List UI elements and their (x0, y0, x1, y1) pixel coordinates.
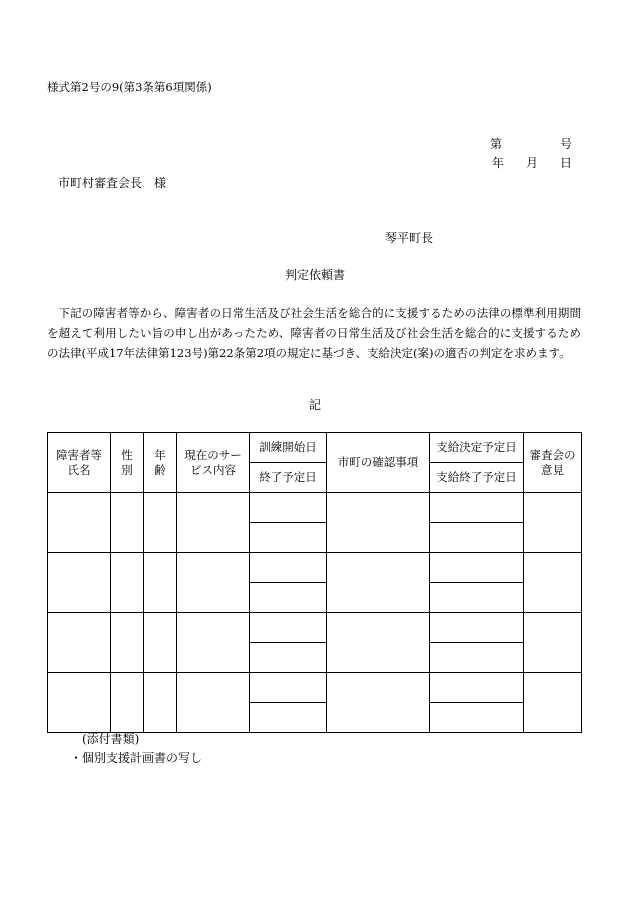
attachment-item: ・個別支援計画書の写し (70, 751, 203, 765)
cell-end-planned[interactable] (250, 703, 327, 733)
date-year: 年 (491, 156, 504, 170)
sender: 琴平町長 (385, 231, 434, 245)
cell-confirm[interactable] (327, 673, 430, 733)
addressee: 市町村審査会長 様 (58, 176, 167, 190)
header-confirm: 市町の確認事項 (327, 433, 430, 493)
document-title: 判定依頼書 (284, 268, 345, 282)
cell-supply-decision[interactable] (430, 673, 524, 703)
request-body: 下記の障害者等から、障害者の日常生活及び社会生活を総合的に支援するための法律の標準利用期間を超えて利用したい旨の申し出があったため、障害者の日常生活及び社会生活を総合的に支援するための法律(平成17年法律第123号)第22条第2項の規定に基づき、支給決定(案)の適否の判定を求めます。 (47, 306, 581, 360)
cell-sex[interactable] (111, 613, 144, 673)
header-training-start: 訓練開始日 (250, 433, 327, 463)
cell-confirm[interactable] (327, 613, 430, 673)
cell-sex[interactable] (111, 673, 144, 733)
cell-sex[interactable] (111, 553, 144, 613)
header-opinion: 審査会の 意見 (524, 433, 582, 493)
cell-service[interactable] (177, 673, 250, 733)
cell-end-planned[interactable] (250, 523, 327, 553)
cell-confirm[interactable] (327, 553, 430, 613)
document-date (492, 157, 572, 169)
cell-training-start[interactable] (250, 673, 327, 703)
header-age: 年 齢 (144, 433, 177, 493)
cell-supply-decision[interactable] (430, 493, 524, 523)
table-row (48, 613, 582, 643)
cell-age[interactable] (144, 553, 177, 613)
table-row (48, 673, 582, 703)
cell-opinion[interactable] (524, 553, 582, 613)
cell-age[interactable] (144, 673, 177, 733)
cell-training-start[interactable] (250, 613, 327, 643)
header-service: 現在のサー ビス内容 (177, 433, 250, 493)
request-table (47, 432, 582, 733)
header-supply-end: 支給終了予定日 (430, 463, 524, 493)
cell-name[interactable] (48, 493, 111, 553)
number-prefix: 第 (489, 137, 502, 151)
table-header-row (48, 433, 582, 463)
cell-service[interactable] (177, 613, 250, 673)
cell-name[interactable] (48, 613, 111, 673)
attachments-heading: (添付書類) (82, 732, 140, 746)
header-name: 障害者等 氏名 (48, 433, 111, 493)
document-number (490, 138, 572, 150)
cell-training-start[interactable] (250, 553, 327, 583)
ki-heading: 記 (308, 398, 321, 412)
header-sex: 性 別 (111, 433, 144, 493)
form-id: 様式第2号の9(第3条第6項関係) (47, 80, 212, 94)
cell-service[interactable] (177, 493, 250, 553)
header-supply-decision: 支給決定予定日 (430, 433, 524, 463)
cell-supply-end[interactable] (430, 643, 524, 673)
cell-age[interactable] (144, 613, 177, 673)
table-row (48, 493, 582, 523)
cell-supply-decision[interactable] (430, 553, 524, 583)
cell-confirm[interactable] (327, 493, 430, 553)
cell-age[interactable] (144, 493, 177, 553)
cell-opinion[interactable] (524, 613, 582, 673)
cell-supply-end[interactable] (430, 583, 524, 613)
number-suffix: 号 (559, 137, 572, 151)
cell-name[interactable] (48, 553, 111, 613)
cell-training-start[interactable] (250, 493, 327, 523)
header-end-planned: 終了予定日 (250, 463, 327, 493)
cell-name[interactable] (48, 673, 111, 733)
cell-supply-end[interactable] (430, 703, 524, 733)
cell-sex[interactable] (111, 493, 144, 553)
cell-supply-end[interactable] (430, 523, 524, 553)
date-day: 日 (559, 156, 572, 170)
table-row (48, 553, 582, 583)
cell-end-planned[interactable] (250, 643, 327, 673)
cell-end-planned[interactable] (250, 583, 327, 613)
cell-opinion[interactable] (524, 493, 582, 553)
date-month: 月 (525, 156, 538, 170)
cell-supply-decision[interactable] (430, 613, 524, 643)
cell-service[interactable] (177, 553, 250, 613)
cell-opinion[interactable] (524, 673, 582, 733)
